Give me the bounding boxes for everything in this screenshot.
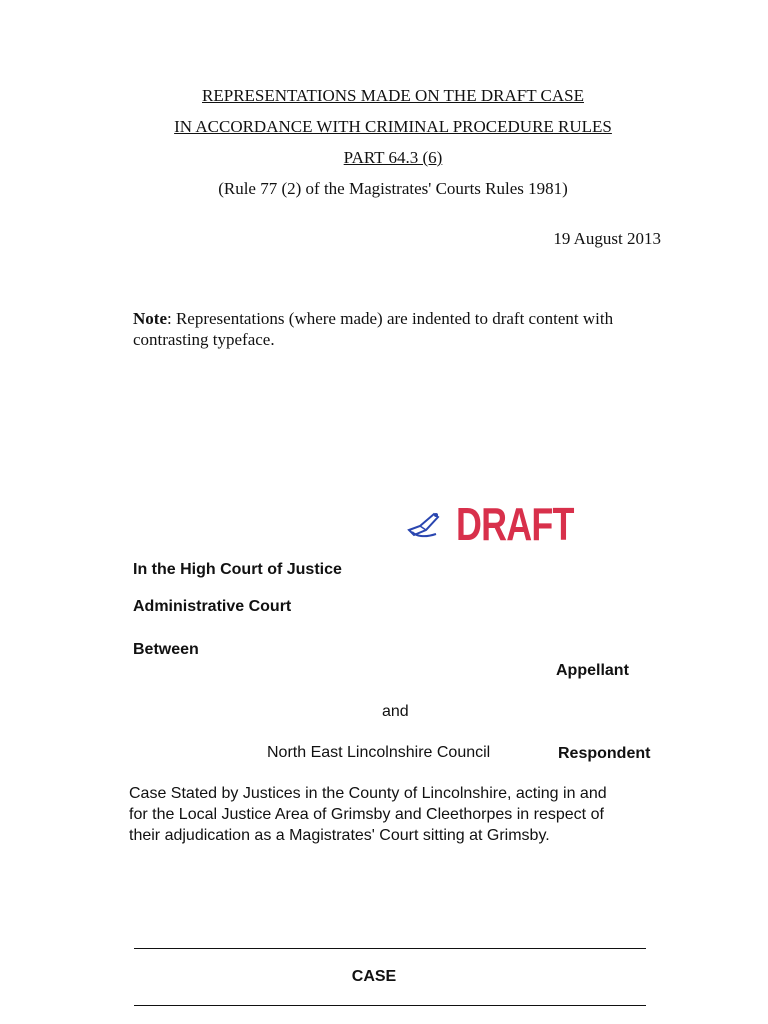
document-date: 19 August 2013: [553, 229, 661, 248]
header-line-3: PART 64.3 (6): [343, 148, 443, 167]
draft-stamp: [406, 498, 576, 550]
bottom-divider: [134, 1005, 646, 1006]
appellant-label: Appellant: [556, 662, 629, 679]
section-heading: CASE: [351, 968, 397, 985]
court-name: In the High Court of Justice: [133, 561, 342, 578]
draft-stamp-word: DRAFT: [456, 498, 574, 550]
note-text: : Representations (where made) are indented to draft content with contrasting typeface.: [133, 309, 614, 349]
court-division: Administrative Court: [133, 598, 292, 615]
header-line-4: (Rule 77 (2) of the Magistrates' Courts Rules 1981): [218, 179, 568, 198]
note-label: Note: [133, 309, 167, 328]
note-paragraph: [133, 308, 653, 350]
respondent-label: Respondent: [558, 745, 651, 762]
respondent-name: North East Lincolnshire Council: [267, 744, 491, 761]
pen-hand-icon: [406, 508, 444, 540]
and-separator: and: [382, 703, 409, 720]
top-divider: [134, 948, 646, 949]
header-line-1: REPRESENTATIONS MADE ON THE DRAFT CASE: [202, 86, 584, 105]
header-line-2: IN ACCORDANCE WITH CRIMINAL PROCEDURE RULES: [174, 117, 612, 136]
case-stated-paragraph: Case Stated by Justices in the County of Lincolnshire, acting in and for the Local Justice Area of Grimsby and Cleethorpes in respect of their adjudication as a Magistrates' Court sitting at Grimsby.: [129, 785, 607, 844]
between-label: Between: [133, 641, 199, 658]
